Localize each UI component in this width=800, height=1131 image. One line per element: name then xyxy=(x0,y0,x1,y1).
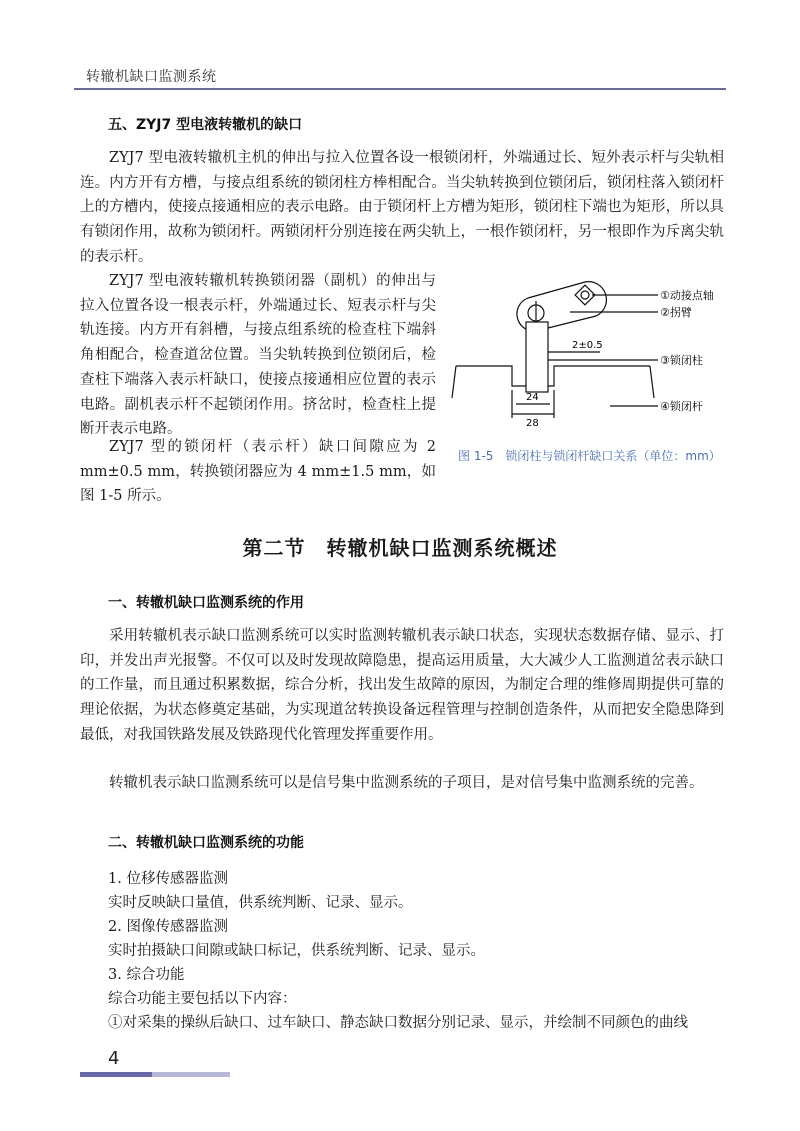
part1-paragraph-2 xyxy=(80,771,724,796)
part2-line-6: 综合功能主要包括以下内容： xyxy=(108,991,297,1007)
part2-line-3: 2. 图像传感器监测 xyxy=(108,919,228,935)
header-rule xyxy=(74,88,726,90)
lock-bar-shape xyxy=(456,366,650,386)
contact-axle-square xyxy=(575,285,595,305)
section5-paragraph-1 xyxy=(80,146,724,270)
part2-line-2: 实时反映缺口量值，供系统判断、记录、显示。 xyxy=(108,895,413,911)
paragraph-text: ZYJ7 型电液转辙机转换锁闭器（副机）的伸出与拉入位置各设一根表示杆，外端通过长、短表示杆与尖轨连接。内方开有斜槽，与接点组系统的检查柱下端斜角相配合，检查道岔位置。当尖轨转换到位锁闭后，检查柱下端落入表示杆缺口，使接点接通相应位置的表示电路。副机表示杆不起锁闭作用。挤岔时，检查柱上提断开表示电路。 xyxy=(80,273,436,438)
figure-label-1: ①动接点轴 xyxy=(660,289,714,302)
part2-line-4: 实时拍摄缺口间隙或缺口标记，供系统判断、记录、显示。 xyxy=(108,943,485,959)
section5-paragraph-2 xyxy=(80,269,436,442)
lock-column-shape xyxy=(526,322,548,392)
paragraph-text: ZYJ7 型电液转辙机主机的伸出与拉入位置各设一根锁闭杆，外端通过长、短外表示杆与尖轨相连。内方开有方槽，与接点组系统的锁闭柱方棒相配合。当尖轨转换到位锁闭后，锁闭柱落入锁闭杆上的方槽内，使接点接通相应的表示电路。由于锁闭杆上方槽为矩形，锁闭柱下端也为矩形，所以具有锁闭作用，故称为锁闭杆。两锁闭杆分别连接在两尖轨上，一根作锁闭杆，另一根即作为斥离尖轨的表示杆。 xyxy=(80,150,724,265)
dim-28-label: 28 xyxy=(526,418,539,429)
section5-paragraph-3 xyxy=(80,435,436,509)
page-bar-dark xyxy=(80,1072,152,1077)
part2-line-7: ①对采集的操纵后缺口、过车缺口、静态缺口数据分别记录、显示，并绘制不同颜色的曲线 xyxy=(108,1015,688,1031)
paragraph-text: 转辙机表示缺口监测系统可以是信号集中监测系统的子项目，是对信号集中监测系统的完善。 xyxy=(109,775,704,791)
part2-line-1: 1. 位移传感器监测 xyxy=(108,871,228,887)
part1-heading: 一、转辙机缺口监测系统的作用 xyxy=(108,595,304,611)
figure-label-2: ②拐臂 xyxy=(660,306,692,319)
figure-caption: 图 1-5 锁闭柱与锁闭杆缺口关系（单位：mm） xyxy=(458,449,721,463)
page-number: 4 xyxy=(108,1048,120,1069)
part1-paragraph-1 xyxy=(80,624,724,748)
section5-heading: 五、ZYJ7 型电液转辙机的缺口 xyxy=(108,117,303,133)
figure-label-3: ③锁闭柱 xyxy=(660,354,703,367)
part2-heading: 二、转辙机缺口监测系统的功能 xyxy=(108,835,304,851)
paragraph-text: 采用转辙机表示缺口监测系统可以实时监测转辙机表示缺口状态，实现状态数据存储、显示、打印，并发出声光报警。不仅可以及时发现故障隐患，提高运用质量，大大减少人工监测道岔表示缺口的工作量，而且通过积累数据，综合分析，找出发生故障的原因，为制定合理的维修周期提供可靠的理论依据，为状态修奠定基础，为实现道岔转换设备远程管理与控制创造条件，从而把安全隐患降到最低，对我国铁路发展及铁路现代化管理发挥重要作用。 xyxy=(80,628,724,743)
dim-24-label: 24 xyxy=(526,392,539,403)
running-header-title: 转辙机缺口监测系统 xyxy=(86,69,217,85)
figure-label-4: ④锁闭杆 xyxy=(660,400,703,413)
paragraph-text: ZYJ7 型的锁闭杆（表示杆）缺口间隙应为 2 mm±0.5 mm，转换锁闭器应为 4 mm±1.5 mm，如图 1-5 所示。 xyxy=(80,439,436,505)
dim-small-label: 2±0.5 xyxy=(572,340,603,351)
section-title: 第二节 转辙机缺口监测系统概述 xyxy=(242,536,558,560)
figure-1-5 xyxy=(450,268,740,448)
part2-line-5: 3. 综合功能 xyxy=(108,967,185,983)
lock-bar-diagram xyxy=(450,268,740,448)
